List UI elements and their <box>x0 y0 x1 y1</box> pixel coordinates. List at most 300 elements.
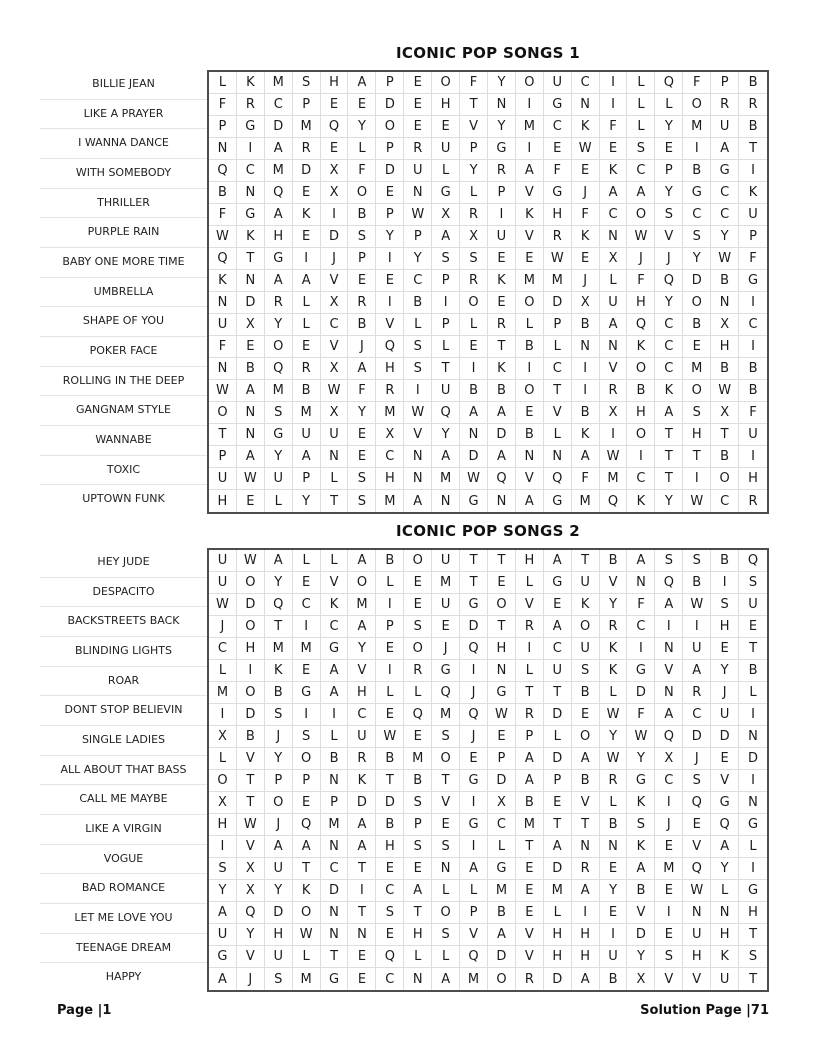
grid-cell-r10c11: P <box>488 748 516 770</box>
grid-cell-r4c13: E <box>544 138 572 160</box>
grid-cell-r15c7: R <box>376 380 404 402</box>
grid-cell-r15c12: O <box>516 380 544 402</box>
grid-cell-r19c8: N <box>404 468 432 490</box>
grid-cell-r14c4: R <box>293 358 321 380</box>
grid-cell-r10c6: E <box>348 270 376 292</box>
grid-cell-r17c2: N <box>237 424 265 446</box>
grid-cell-r13c3: O <box>265 336 293 358</box>
grid-cell-r14c10: I <box>460 836 488 858</box>
grid-cell-r12c3: Y <box>265 314 293 336</box>
grid-cell-r16c6: I <box>348 880 376 902</box>
grid-cell-r10c13: D <box>544 748 572 770</box>
grid-cell-r9c17: Q <box>655 726 683 748</box>
grid-cell-r10c15: L <box>600 270 628 292</box>
grid-cell-r18c16: D <box>627 924 655 946</box>
grid-cell-r2c5: E <box>321 94 349 116</box>
grid-cell-r6c14: J <box>572 182 600 204</box>
grid-cell-r8c4: E <box>293 226 321 248</box>
grid-cell-r13c3: J <box>265 814 293 836</box>
grid-cell-r20c15: Q <box>600 490 628 512</box>
grid-cell-r17c11: B <box>488 902 516 924</box>
grid-cell-r11c14: B <box>572 770 600 792</box>
grid-cell-r4c3: T <box>265 616 293 638</box>
grid-cell-r9c18: D <box>683 726 711 748</box>
grid-cell-r8c4: I <box>293 704 321 726</box>
grid-cell-r18c9: A <box>432 446 460 468</box>
grid-cell-r15c17: M <box>655 858 683 880</box>
grid-cell-r3c3: D <box>265 116 293 138</box>
grid-cell-r5c17: P <box>655 160 683 182</box>
grid-cell-r8c8: P <box>404 226 432 248</box>
grid-cell-r1c15: I <box>600 72 628 94</box>
grid-cell-r17c17: T <box>655 424 683 446</box>
grid-cell-r9c3: J <box>265 726 293 748</box>
grid-cell-r2c6: O <box>348 572 376 594</box>
word-list-item: UPTOWN FUNK <box>40 484 207 514</box>
grid-cell-r18c14: H <box>572 924 600 946</box>
grid-cell-r1c18: F <box>683 72 711 94</box>
grid-cell-r11c13: D <box>544 292 572 314</box>
grid-cell-r2c8: E <box>404 572 432 594</box>
grid-cell-r17c7: S <box>376 902 404 924</box>
grid-cell-r11c17: C <box>655 770 683 792</box>
word-list-item: DESPACITO <box>40 577 207 607</box>
grid-cell-r17c10: P <box>460 902 488 924</box>
grid-cell-r10c9: O <box>432 748 460 770</box>
grid-cell-r2c7: L <box>376 572 404 594</box>
grid-cell-r13c17: C <box>655 336 683 358</box>
word-list-item: SINGLE LADIES <box>40 725 207 755</box>
grid-cell-r1c12: H <box>516 550 544 572</box>
grid-cell-r6c12: V <box>516 182 544 204</box>
grid-cell-r19c4: P <box>293 468 321 490</box>
grid-cell-r8c9: A <box>432 226 460 248</box>
grid-cell-r20c20: R <box>748 493 758 509</box>
grid-cell-r16c7: M <box>376 402 404 424</box>
grid-cell-r7c7: L <box>376 682 404 704</box>
grid-cell-r2c2: R <box>237 94 265 116</box>
grid-cell-r1c5: H <box>321 72 349 94</box>
grid-cell-r6c11: P <box>488 182 516 204</box>
word-list-item: TOXIC <box>40 455 207 485</box>
grid-cell-r5c1: Q <box>209 160 237 182</box>
grid-cell-r17c19: T <box>711 424 739 446</box>
grid-cell-r10c10: E <box>460 748 488 770</box>
grid-cell-r8c2: K <box>237 226 265 248</box>
grid-cell-r13c9: L <box>432 336 460 358</box>
grid-cell-r12c19: X <box>711 314 739 336</box>
grid-cell-r16c13: V <box>544 402 572 424</box>
grid-cell-r1c13: U <box>544 72 572 94</box>
grid-cell-r20c4: M <box>293 968 321 990</box>
word-list-item: ROLLING IN THE DEEP <box>40 366 207 396</box>
grid-column-1 <box>207 44 769 514</box>
grid-cell-r14c2: V <box>237 836 265 858</box>
grid-cell-r3c17: Y <box>655 116 683 138</box>
grid-cell-r14c7: H <box>376 358 404 380</box>
grid-cell-r3c4: M <box>293 116 321 138</box>
grid-cell-r15c9: U <box>432 380 460 402</box>
grid-cell-r14c6: A <box>348 836 376 858</box>
grid-cell-r10c14: J <box>572 270 600 292</box>
grid-cell-r3c10: G <box>460 594 488 616</box>
grid-cell-r2c11: E <box>488 572 516 594</box>
grid-cell-r7c11: G <box>488 682 516 704</box>
grid-cell-r14c19: A <box>711 836 739 858</box>
grid-cell-r12c2: X <box>237 314 265 336</box>
grid-cell-r15c16: A <box>627 858 655 880</box>
grid-cell-r3c9: E <box>432 116 460 138</box>
grid-cell-r19c16: C <box>627 468 655 490</box>
grid-cell-r12c15: L <box>600 792 628 814</box>
grid-cell-r2c10: T <box>460 94 488 116</box>
grid-cell-r1c3: M <box>265 72 293 94</box>
grid-cell-r13c4: Q <box>293 814 321 836</box>
grid-cell-r7c20: U <box>739 204 767 226</box>
grid-cell-r18c8: N <box>404 446 432 468</box>
grid-cell-r2c15: I <box>600 94 628 116</box>
grid-cell-r14c13: C <box>544 358 572 380</box>
grid-cell-r8c12: R <box>516 704 544 726</box>
grid-cell-r15c18: O <box>683 380 711 402</box>
grid-cell-r14c1: I <box>209 836 237 858</box>
grid-cell-r3c1: P <box>209 116 237 138</box>
grid-cell-r14c9: S <box>432 836 460 858</box>
grid-cell-r8c5: D <box>321 226 349 248</box>
grid-cell-r6c19: Y <box>711 660 739 682</box>
grid-cell-r16c14: B <box>572 402 600 424</box>
grid-cell-r6c15: K <box>600 660 628 682</box>
grid-cell-r6c17: V <box>655 660 683 682</box>
grid-cell-r13c5: V <box>321 336 349 358</box>
grid-cell-r14c17: C <box>655 358 683 380</box>
grid-cell-r2c12: L <box>516 572 544 594</box>
grid-cell-r20c8: N <box>404 968 432 990</box>
word-list-item: GANGNAM STYLE <box>40 395 207 425</box>
grid-cell-r11c6: K <box>348 770 376 792</box>
grid-cell-r14c12: I <box>516 358 544 380</box>
grid-cell-r16c7: C <box>376 880 404 902</box>
grid-cell-r20c16: X <box>627 968 655 990</box>
grid-cell-r11c18: S <box>683 770 711 792</box>
grid-cell-r20c9: N <box>432 490 460 512</box>
grid-cell-r2c18: B <box>683 572 711 594</box>
grid-cell-r13c5: M <box>321 814 349 836</box>
grid-cell-r18c11: A <box>488 446 516 468</box>
grid-cell-r16c8: A <box>404 880 432 902</box>
grid-cell-r2c3: Y <box>265 572 293 594</box>
grid-cell-r16c3: Y <box>265 880 293 902</box>
grid-cell-r9c12: P <box>516 726 544 748</box>
grid-cell-r13c16: S <box>627 814 655 836</box>
grid-cell-r11c8: B <box>404 292 432 314</box>
grid-cell-r17c1: T <box>209 424 237 446</box>
grid-cell-r5c18: B <box>683 160 711 182</box>
grid-cell-r5c5: G <box>321 638 349 660</box>
grid-cell-r13c19: Q <box>711 814 739 836</box>
grid-cell-r1c1: U <box>209 550 237 572</box>
grid-cell-r20c14: M <box>572 490 600 512</box>
grid-cell-r10c15: W <box>600 748 628 770</box>
grid-cell-r6c10: L <box>460 182 488 204</box>
grid-cell-r9c13: W <box>544 248 572 270</box>
grid-cell-r19c17: T <box>655 468 683 490</box>
grid-cell-r16c1: Y <box>209 880 237 902</box>
grid-cell-r5c19: G <box>711 160 739 182</box>
word-search-grid-1 <box>207 70 769 514</box>
grid-cell-r2c3: C <box>265 94 293 116</box>
grid-cell-r1c10: F <box>460 72 488 94</box>
grid-cell-r20c15: B <box>600 968 628 990</box>
grid-cell-r7c9: Q <box>432 682 460 704</box>
grid-cell-r8c15: N <box>600 226 628 248</box>
grid-cell-r11c12: A <box>516 770 544 792</box>
grid-cell-r9c20: N <box>739 726 767 748</box>
grid-cell-r1c11: Y <box>488 72 516 94</box>
grid-cell-r10c9: P <box>432 270 460 292</box>
grid-cell-r12c8: S <box>404 792 432 814</box>
grid-cell-r8c17: V <box>655 226 683 248</box>
grid-cell-r1c5: L <box>321 550 349 572</box>
grid-cell-r1c17: Q <box>655 72 683 94</box>
grid-cell-r15c19: W <box>711 380 739 402</box>
grid-cell-r7c5: I <box>321 204 349 226</box>
grid-cell-r20c2: J <box>237 968 265 990</box>
grid-cell-r3c19: U <box>711 116 739 138</box>
grid-cell-r6c9: G <box>432 182 460 204</box>
grid-cell-r19c5: L <box>321 468 349 490</box>
grid-cell-r10c4: O <box>293 748 321 770</box>
grid-cell-r10c17: Q <box>655 270 683 292</box>
grid-cell-r13c18: E <box>683 814 711 836</box>
grid-cell-r5c9: L <box>432 160 460 182</box>
grid-cell-r1c19: P <box>711 72 739 94</box>
grid-cell-r16c19: X <box>711 402 739 424</box>
grid-cell-r3c20: B <box>739 116 767 138</box>
grid-cell-r20c13: G <box>544 490 572 512</box>
grid-cell-r15c18: Q <box>683 858 711 880</box>
grid-cell-r4c10: P <box>460 138 488 160</box>
grid-cell-r7c14: B <box>572 682 600 704</box>
grid-cell-r9c9: S <box>432 726 460 748</box>
grid-cell-r12c15: A <box>600 314 628 336</box>
grid-cell-r8c19: U <box>711 704 739 726</box>
grid-cell-r17c18: N <box>683 902 711 924</box>
grid-cell-r2c16: N <box>627 572 655 594</box>
grid-cell-r3c16: L <box>627 116 655 138</box>
grid-cell-r15c11: B <box>488 380 516 402</box>
grid-cell-r12c1: X <box>209 792 237 814</box>
grid-cell-r19c8: L <box>404 946 432 968</box>
grid-cell-r3c6: Y <box>348 116 376 138</box>
grid-cell-r5c7: D <box>376 160 404 182</box>
grid-cell-r1c9: U <box>432 550 460 572</box>
grid-cell-r5c2: C <box>237 160 265 182</box>
grid-cell-r13c7: B <box>376 814 404 836</box>
grid-cell-r7c8: W <box>404 204 432 226</box>
grid-cell-r15c15: E <box>600 858 628 880</box>
grid-cell-r20c10: G <box>460 490 488 512</box>
grid-cell-r7c6: H <box>348 682 376 704</box>
grid-cell-r12c5: P <box>321 792 349 814</box>
grid-cell-r12c19: G <box>711 792 739 814</box>
grid-cell-r10c17: X <box>655 748 683 770</box>
grid-cell-r2c12: I <box>516 94 544 116</box>
grid-cell-r14c8: S <box>404 836 432 858</box>
grid-cell-r14c15: N <box>600 836 628 858</box>
grid-cell-r15c10: A <box>460 858 488 880</box>
grid-cell-r17c13: L <box>544 902 572 924</box>
grid-cell-r6c7: E <box>376 182 404 204</box>
grid-cell-r7c12: T <box>516 682 544 704</box>
grid-cell-r4c3: A <box>265 138 293 160</box>
grid-cell-r18c2: A <box>237 446 265 468</box>
grid-cell-r8c11: U <box>488 226 516 248</box>
grid-cell-r3c12: M <box>516 116 544 138</box>
grid-cell-r2c4: E <box>293 572 321 594</box>
grid-cell-r20c2: E <box>237 490 265 512</box>
grid-cell-r12c9: V <box>432 792 460 814</box>
grid-cell-r18c17: E <box>655 924 683 946</box>
grid-cell-r1c19: B <box>711 550 739 572</box>
grid-cell-r6c5: X <box>321 182 349 204</box>
grid-cell-r8c1: I <box>209 704 237 726</box>
grid-cell-r20c16: K <box>627 490 655 512</box>
grid-cell-r11c16: H <box>627 292 655 314</box>
grid-cell-r20c19: C <box>711 490 739 512</box>
grid-cell-r8c13: R <box>544 226 572 248</box>
word-list-item: UMBRELLA <box>40 277 207 307</box>
grid-cell-r5c13: F <box>544 160 572 182</box>
grid-cell-r4c14: W <box>572 138 600 160</box>
grid-cell-r17c4: U <box>293 424 321 446</box>
grid-cell-r7c19: J <box>711 682 739 704</box>
grid-cell-r14c17: E <box>655 836 683 858</box>
grid-cell-r9c2: B <box>237 726 265 748</box>
grid-cell-r13c8: P <box>404 814 432 836</box>
grid-cell-r4c7: P <box>376 616 404 638</box>
grid-cell-r14c3: Q <box>265 358 293 380</box>
grid-cell-r9c7: W <box>376 726 404 748</box>
grid-cell-r11c11: E <box>488 292 516 314</box>
grid-cell-r18c4: A <box>293 446 321 468</box>
grid-cell-r11c8: B <box>404 770 432 792</box>
grid-cell-r17c12: B <box>516 424 544 446</box>
grid-cell-r13c13: T <box>544 814 572 836</box>
grid-cell-r3c14: K <box>572 116 600 138</box>
grid-cell-r6c3: K <box>265 660 293 682</box>
grid-cell-r9c15: X <box>600 248 628 270</box>
grid-cell-r5c20: T <box>739 638 767 660</box>
grid-cell-r17c16: O <box>627 424 655 446</box>
grid-cell-r3c13: E <box>544 594 572 616</box>
grid-cell-r4c5: E <box>321 138 349 160</box>
grid-cell-r15c9: N <box>432 858 460 880</box>
grid-cell-r15c1: S <box>209 858 237 880</box>
grid-cell-r19c6: E <box>348 946 376 968</box>
word-list-item: ALL ABOUT THAT BASS <box>40 755 207 785</box>
grid-cell-r6c16: A <box>627 182 655 204</box>
grid-cell-r19c7: H <box>376 468 404 490</box>
grid-cell-r18c13: N <box>544 446 572 468</box>
word-list-item: WANNABE <box>40 425 207 455</box>
grid-cell-r18c3: Y <box>265 446 293 468</box>
word-search-grid-2 <box>207 548 769 992</box>
grid-cell-r5c12: I <box>516 638 544 660</box>
grid-cell-r7c13: T <box>544 682 572 704</box>
grid-cell-r14c13: A <box>544 836 572 858</box>
grid-cell-r4c12: I <box>516 138 544 160</box>
grid-cell-r1c14: T <box>572 550 600 572</box>
grid-cell-r11c20: I <box>739 770 767 792</box>
grid-cell-r1c2: K <box>237 72 265 94</box>
grid-cell-r4c1: J <box>209 616 237 638</box>
grid-cell-r12c10: I <box>460 792 488 814</box>
grid-cell-r12c9: P <box>432 314 460 336</box>
grid-cell-r18c13: H <box>544 924 572 946</box>
grid-cell-r4c11: G <box>488 138 516 160</box>
grid-cell-r11c5: N <box>321 770 349 792</box>
grid-cell-r19c15: U <box>600 946 628 968</box>
grid-cell-r11c11: D <box>488 770 516 792</box>
grid-cell-r6c13: U <box>544 660 572 682</box>
grid-cell-r10c13: M <box>544 270 572 292</box>
grid-cell-r14c18: M <box>683 358 711 380</box>
grid-cell-r18c1: P <box>209 446 237 468</box>
grid-cell-r19c19: K <box>711 946 739 968</box>
grid-cell-r16c8: W <box>404 402 432 424</box>
grid-cell-r17c5: N <box>321 902 349 924</box>
grid-cell-r17c16: V <box>627 902 655 924</box>
grid-cell-r1c15: B <box>600 550 628 572</box>
grid-cell-r9c4: S <box>293 726 321 748</box>
grid-cell-r11c15: U <box>600 292 628 314</box>
grid-cell-r2c13: G <box>544 94 572 116</box>
grid-cell-r19c13: Q <box>544 468 572 490</box>
grid-cell-r12c1: U <box>209 314 237 336</box>
grid-cell-r19c10: W <box>460 468 488 490</box>
grid-cell-r17c14: I <box>572 902 600 924</box>
grid-cell-r2c17: L <box>655 94 683 116</box>
grid-cell-r9c18: Y <box>683 248 711 270</box>
grid-cell-r7c14: F <box>572 204 600 226</box>
grid-cell-r17c19: N <box>711 902 739 924</box>
grid-cell-r11c17: Y <box>655 292 683 314</box>
grid-cell-r13c9: E <box>432 814 460 836</box>
grid-cell-r20c12: A <box>516 490 544 512</box>
grid-cell-r3c5: K <box>321 594 349 616</box>
grid-cell-r17c11: D <box>488 424 516 446</box>
grid-cell-r5c16: I <box>627 638 655 660</box>
grid-cell-r16c4: M <box>293 402 321 424</box>
grid-cell-r3c3: Q <box>265 594 293 616</box>
word-list-item: LIKE A VIRGIN <box>40 814 207 844</box>
grid-cell-r2c1: F <box>209 94 237 116</box>
grid-cell-r17c7: X <box>376 424 404 446</box>
grid-cell-r11c7: I <box>376 292 404 314</box>
grid-cell-r20c3: S <box>265 968 293 990</box>
grid-cell-r17c4: O <box>293 902 321 924</box>
word-list-item: DONT STOP BELIEVIN <box>40 695 207 725</box>
grid-cell-r16c20: F <box>739 402 767 424</box>
grid-cell-r6c1: B <box>209 182 237 204</box>
grid-cell-r6c5: A <box>321 660 349 682</box>
grid-cell-r20c12: R <box>516 968 544 990</box>
grid-cell-r9c19: W <box>711 248 739 270</box>
grid-cell-r5c8: U <box>404 160 432 182</box>
grid-cell-r6c17: Y <box>655 182 683 204</box>
grid-cell-r20c17: Y <box>655 490 683 512</box>
